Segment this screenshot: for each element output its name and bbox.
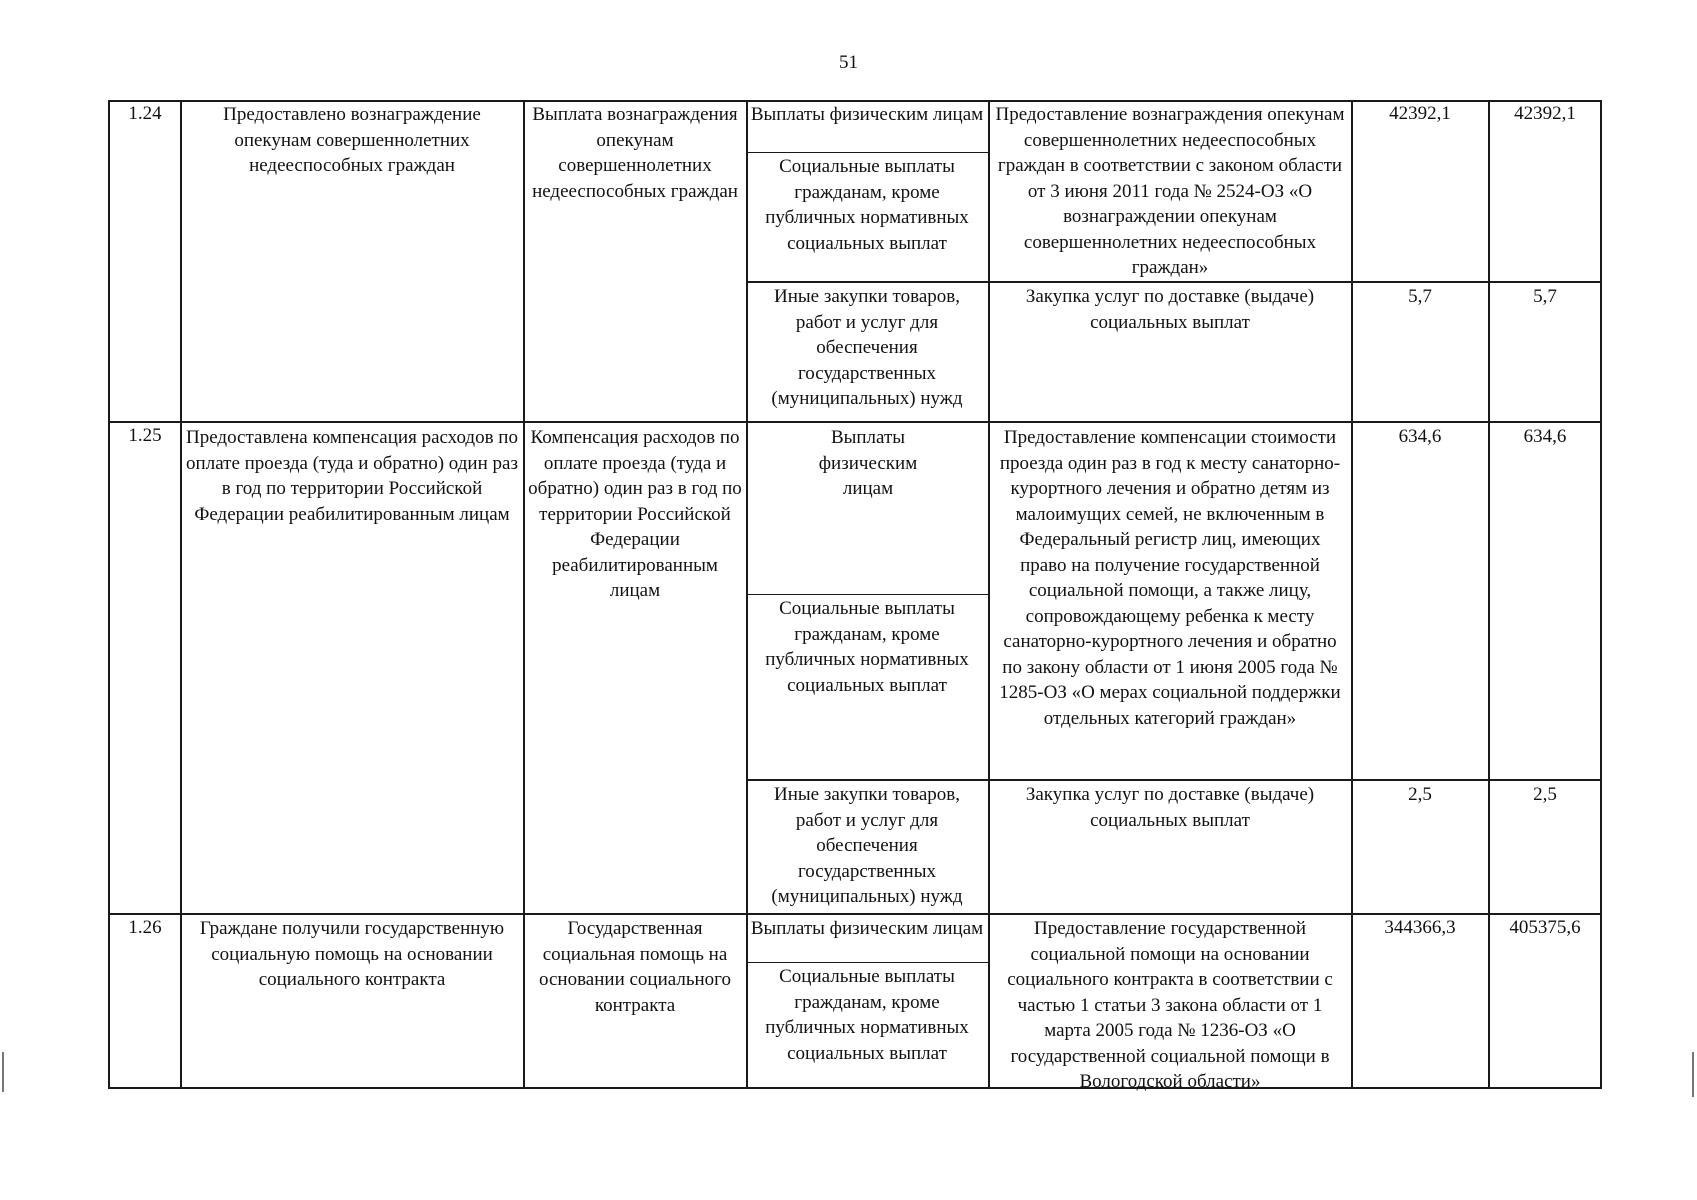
row-separator (108, 421, 1602, 423)
description-text: Закупка услуг по доставке (выдаче) социальных выплат (1025, 784, 1315, 831)
scan-edge-mark (2, 1052, 4, 1092)
event-text: Выплата вознаграждения опекунам совершеннолетних недееспособных граждан (532, 104, 738, 202)
description-text: Предоставление государственной социальной помощи на основании социального контракта в соответствии с частью 1 статьи 3 закона области от 1 марта 2005 года № 1236-ОЗ «О государственной социальной помощи в Вологодской области» (1007, 918, 1333, 1092)
description-text: Предоставление вознаграждения опекунам совершеннолетних недееспособных граждан в соответствии с законом области от 3 июня 2011 года № 2524-ОЗ «О вознаграждении опекунам совершеннолетних недееспособных граждан» (995, 104, 1345, 278)
expense-type-divider (746, 962, 988, 963)
expense-type: Иные закупки товаров, работ и услуг для обеспечения государственных (муниципальных) нужд (771, 286, 963, 409)
scan-edge-mark (1692, 1052, 1694, 1097)
value-plan: 2,5 (1408, 784, 1432, 805)
event-text: Компенсация расходов по оплате проезда (туда и обратно) один раз в год по территории Российской Федерации реабилитированным лицам (528, 427, 742, 601)
expense-type-divider (746, 594, 988, 595)
column-divider (1351, 100, 1353, 1088)
expense-type: Иные закупки товаров, работ и услуг для обеспечения государственных (муниципальных) нужд (771, 784, 963, 907)
value-plan: 634,6 (1398, 426, 1442, 447)
value-fact: 634,6 (1523, 426, 1567, 447)
column-divider (988, 100, 990, 1088)
result-text: Предоставлена компенсация расходов по оплате проезда (туда и обратно) один раз в год по территории Российской Федерации реабилитированным лицам (186, 427, 518, 525)
value-plan: 344366,3 (1384, 917, 1456, 938)
column-divider (180, 100, 182, 1088)
description-text: Предоставление компенсации стоимости проезда один раз в год к месту санаторно-курортного лечения и обратно детям из малоимущих семей, не включенным в Федеральный регистр лиц, имеющих право на получение государственной социальной помощи, а также лицу, сопровождающему ребенка к месту санаторно-курортного лечения и обратно по закону области от 1 июня 2005 года № 1285-ОЗ «О мерах социальной поддержки отдельных категорий граждан» (999, 427, 1341, 729)
row-number: 1.25 (128, 425, 162, 446)
column-divider (1488, 100, 1490, 1088)
value-plan: 5,7 (1408, 286, 1432, 307)
table-left-border (108, 100, 110, 1088)
event-text: Государственная социальная помощь на основании социального контракта (539, 918, 731, 1016)
expense-type: Выплаты физическим лицам (750, 918, 984, 939)
expense-type: Выплаты физическим лицам (750, 104, 984, 125)
table-bottom-border (108, 1087, 1602, 1089)
page-number: 51 (839, 52, 858, 73)
expense-type: Выплаты физическим лицам (818, 427, 918, 499)
value-fact: 5,7 (1533, 286, 1557, 307)
value-plan: 42392,1 (1389, 103, 1451, 124)
subrow-separator (746, 779, 1602, 781)
budget-table (108, 100, 1602, 1092)
row-number: 1.26 (128, 917, 162, 938)
row-number: 1.24 (128, 103, 162, 124)
expense-subtype: Социальные выплаты гражданам, кроме публичных нормативных социальных выплат (765, 598, 969, 696)
column-divider (523, 100, 525, 1088)
subrow-separator (746, 281, 1602, 283)
expense-subtype: Социальные выплаты гражданам, кроме публичных нормативных социальных выплат (765, 156, 969, 254)
result-text: Граждане получили государственную социальную помощь на основании социального контракта (199, 918, 505, 990)
expense-type-divider (746, 152, 988, 153)
value-fact: 42392,1 (1514, 103, 1576, 124)
description-text: Закупка услуг по доставке (выдаче) социальных выплат (1025, 286, 1315, 333)
table-right-border (1600, 100, 1602, 1088)
expense-subtype: Социальные выплаты гражданам, кроме публичных нормативных социальных выплат (765, 966, 969, 1064)
value-fact: 2,5 (1533, 784, 1557, 805)
result-text: Предоставлено вознаграждение опекунам совершеннолетних недееспособных граждан (223, 104, 481, 176)
value-fact: 405375,6 (1509, 917, 1581, 938)
